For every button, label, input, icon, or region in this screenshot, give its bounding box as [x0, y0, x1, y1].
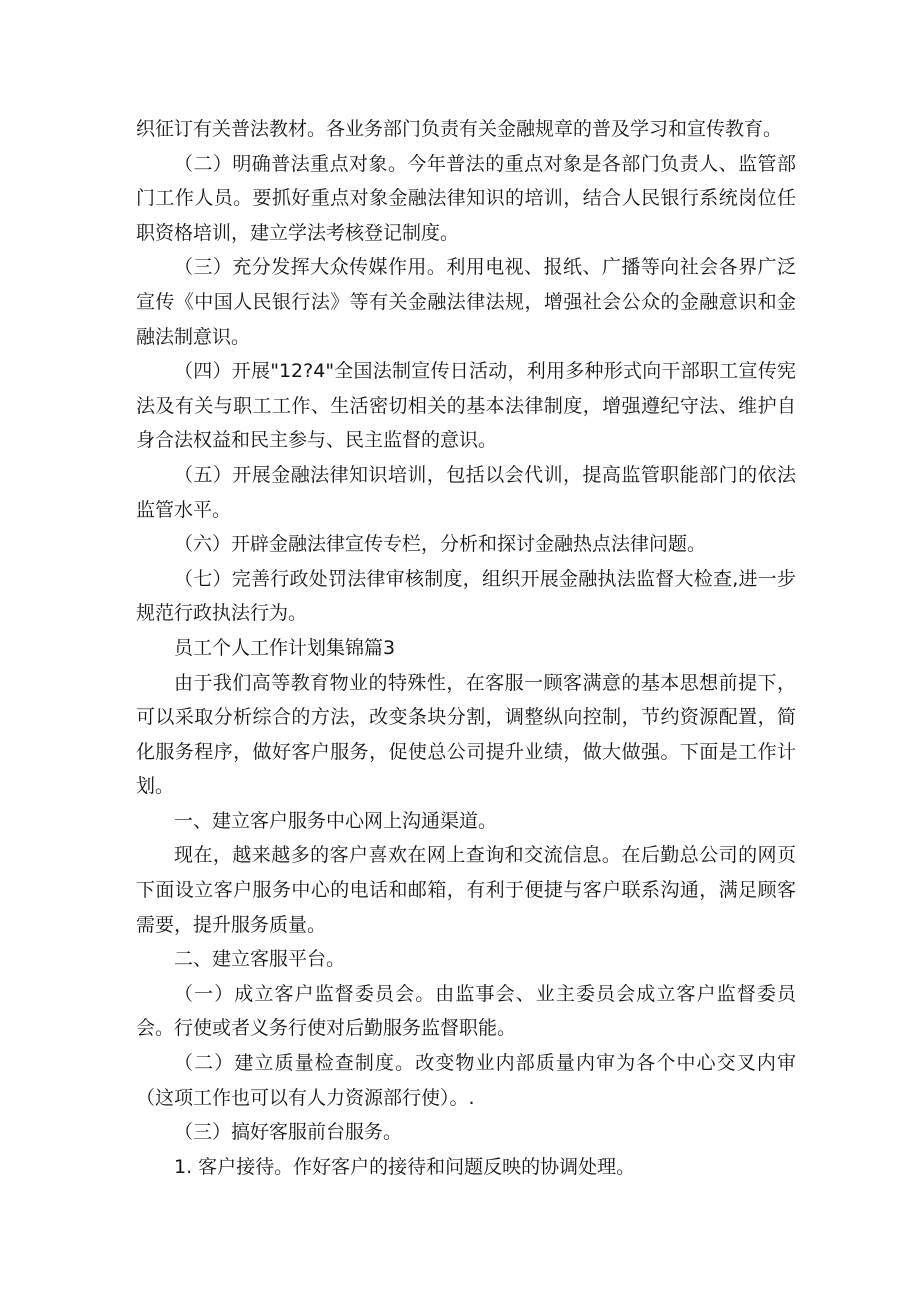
paragraph: 1. 客户接待。作好客户的接待和问题反映的协调处理。 — [174, 1155, 636, 1178]
paragraph: 现在，越来越多的客户喜欢在网上查询和交流信息。在后勤总公司的网页下面设立客户服务中心的电话和邮箱，有利于便捷与客户联系沟通，满足顾客需要，提升服务质量。 — [136, 844, 796, 936]
paragraph: 由于我们高等教育物业的特殊性，在客服一顾客满意的基本思想前提下，可以采取分析综合的方法，改变条块分割，调整纵向控制，节约资源配置，简化服务程序，做好客户服务，促使总公司提升业绩，做大做强。下面是工作计划。 — [136, 671, 796, 798]
paragraph: （四）开展"12?4"全国法制宣传日活动，利用多种形式向干部职工宣传宪法及有关与职工工作、生活密切相关的基本法律制度，增强遵纪守法、维护自身合法权益和民主参与、民主监督的意识。 — [136, 360, 796, 452]
section-heading: 一、建立客户服务中心网上沟通渠道。 — [174, 809, 498, 832]
paragraph: （二）明确普法重点对象。今年普法的重点对象是各部门负责人、监管部门工作人员。要抓好重点对象金融法律知识的培训，结合人民银行系统岗位任职资格培训，建立学法考核登记制度。 — [136, 152, 796, 244]
paragraph: （七）完善行政处罚法律审核制度，组织开展金融执法监督大检查,进一步规范行政执法行为。 — [136, 567, 796, 625]
document-body — [136, 112, 796, 1184]
paragraph: （六）开辟金融法律宣传专栏，分析和探讨金融热点法律问题。 — [174, 533, 707, 556]
paragraph: （三）充分发挥大众传媒作用。利用电视、报纸、广播等向社会各界广泛宣传《中国人民银行法》等有关金融法律法规，增强社会公众的金融意识和金融法制意识。 — [136, 256, 796, 348]
paragraph: （二）建立质量检查制度。改变物业内部质量内审为各个中心交叉内审（这项工作也可以有人力资源部行使）。. — [136, 1052, 796, 1109]
paragraph: （一）成立客户监督委员会。由监事会、业主委员会成立客户监督委员会。行使或者义务行使对后勤服务监督职能。 — [136, 982, 796, 1040]
section-heading: 二、建立客服平台。 — [174, 948, 346, 971]
section-heading: 员工个人工作计划集锦篇3 — [174, 636, 396, 659]
paragraph: （五）开展金融法律知识培训，包括以会代训，提高监管职能部门的依法监管水平。 — [136, 463, 796, 521]
paragraph: 织征订有关普法教材。各业务部门负责有关金融规章的普及学习和宣传教育。 — [136, 118, 783, 140]
paragraph: （三）搞好客服前台服务。 — [174, 1121, 403, 1144]
